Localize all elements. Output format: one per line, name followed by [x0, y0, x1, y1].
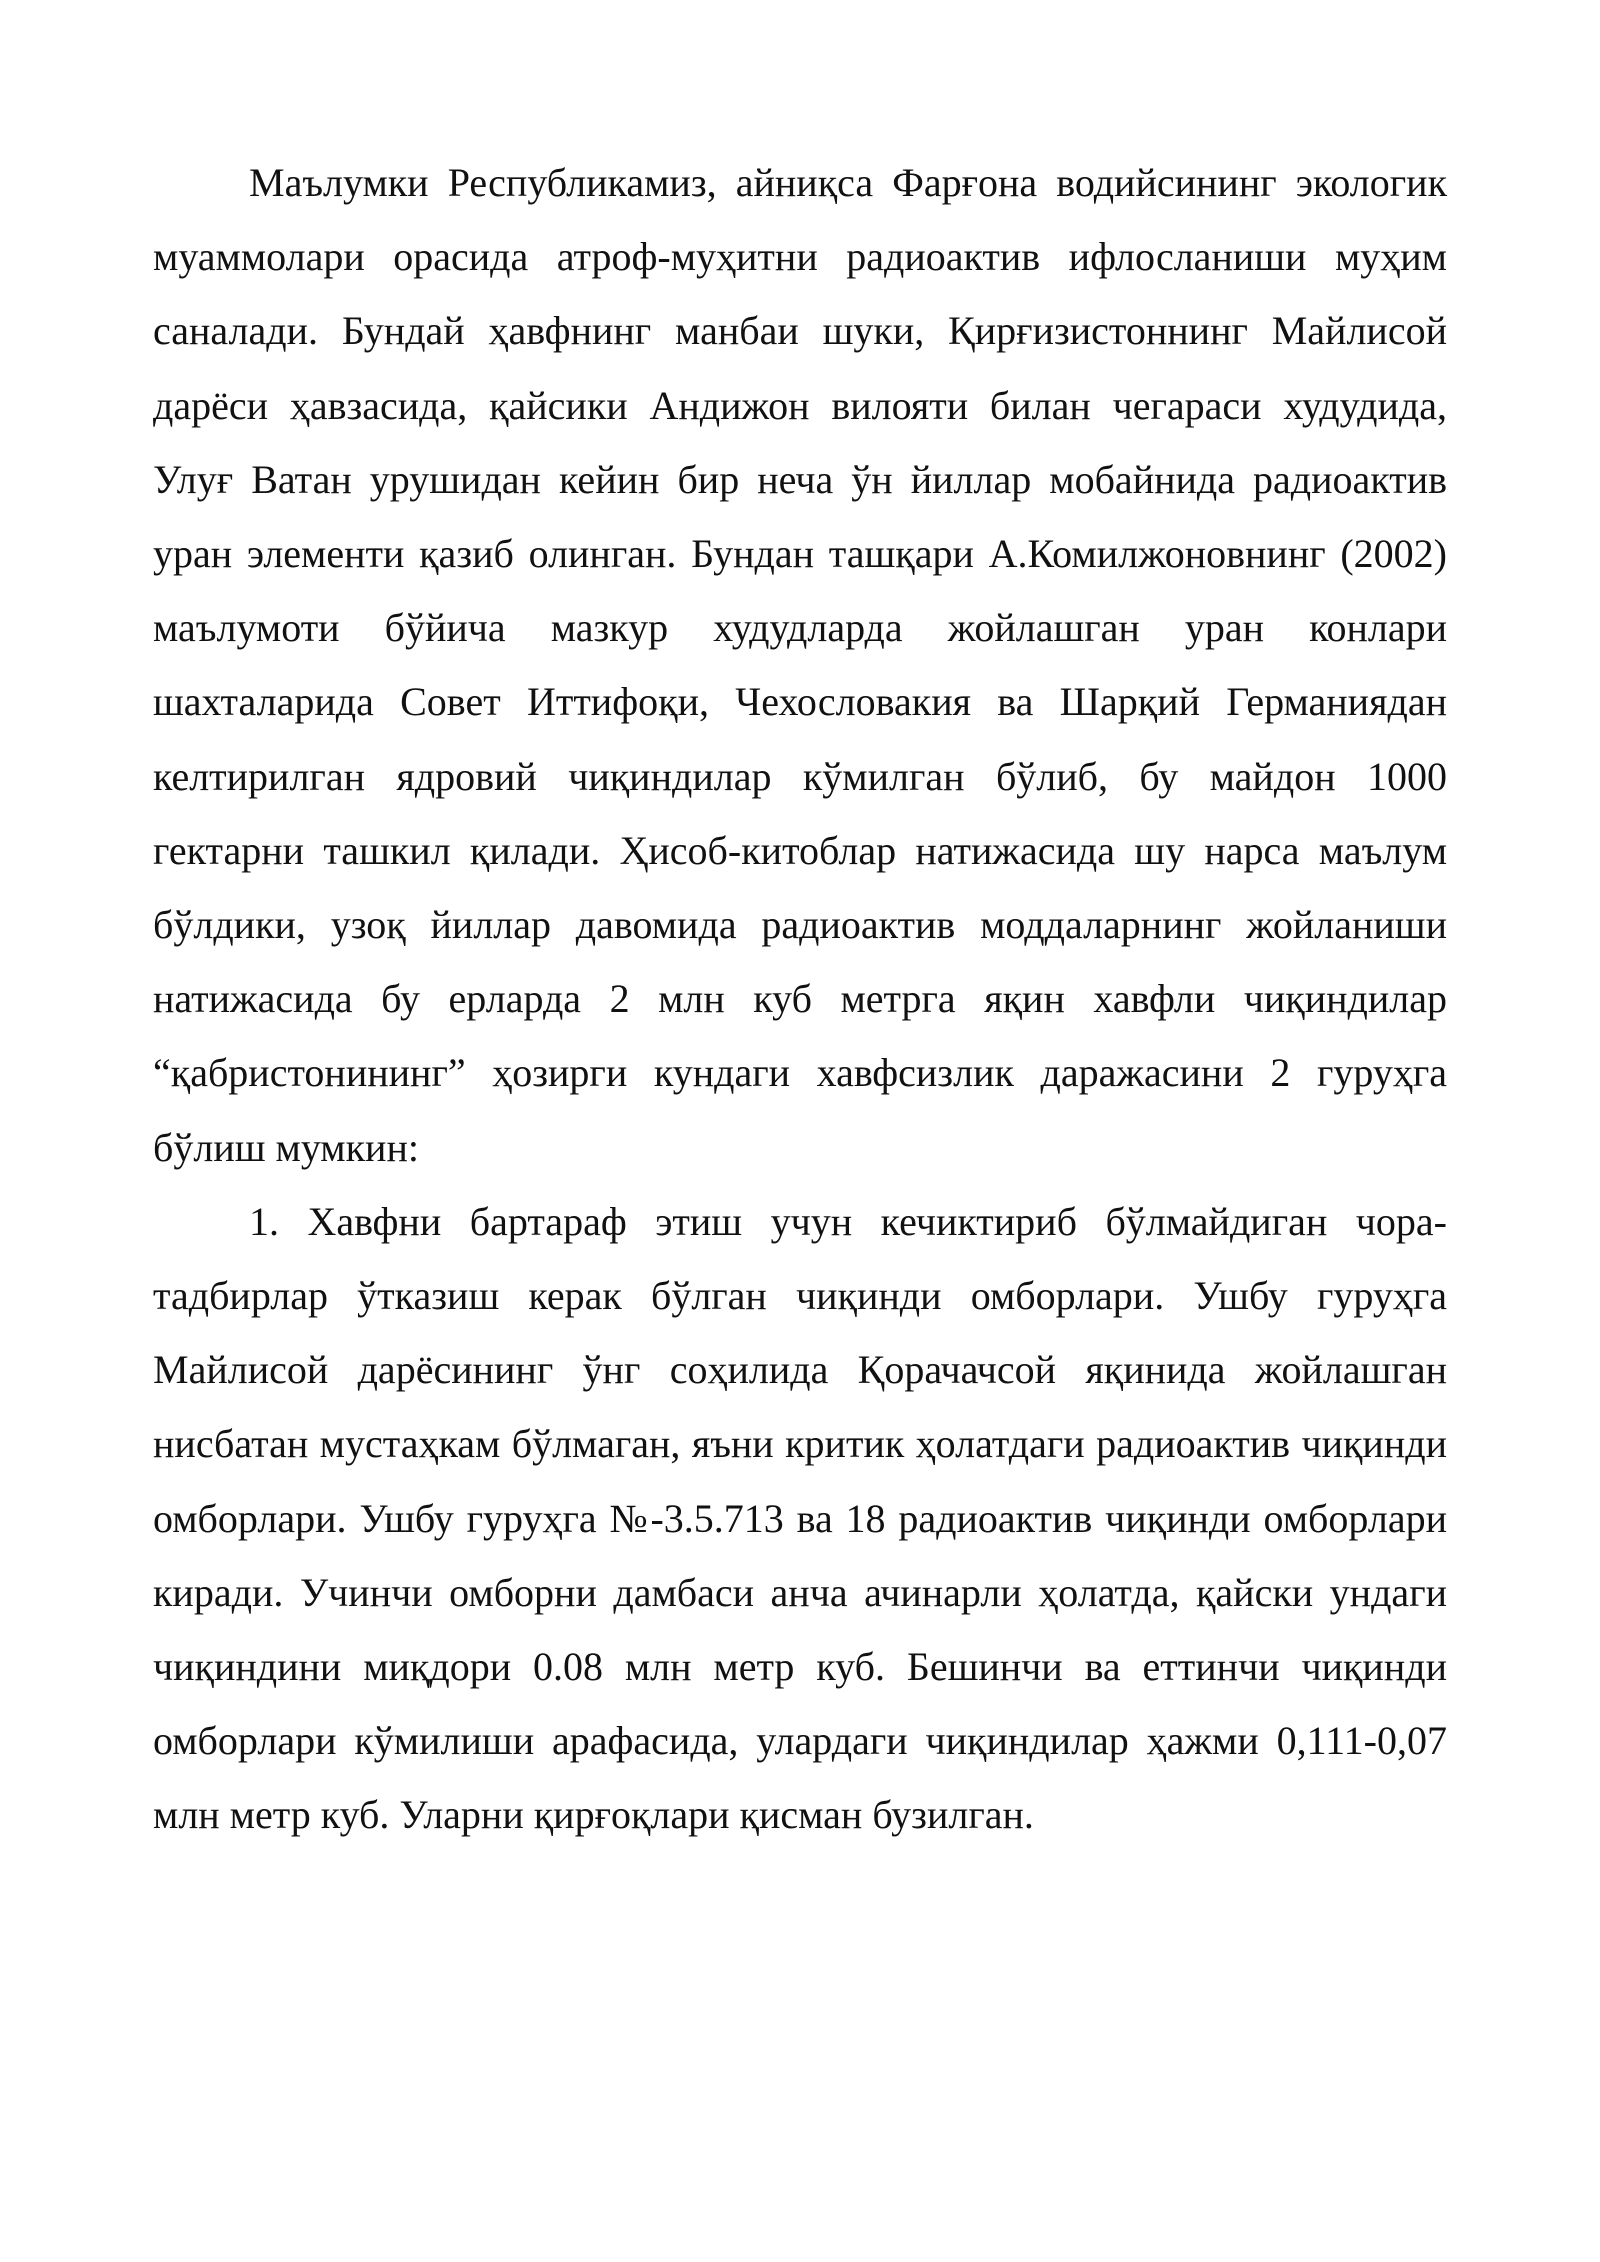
paragraph-list-item-1: 1. Хавфни бартараф этиш учун кечиктириб бўлмайдиган чора-тадбирлар ўтказиш керак бўлган чиқинди омборлари. Ушбу гуруҳга Майлисой дарёсининг ўнг соҳилида Қорачачсой яқинида жойлашган нисбатан мустаҳкам бўлмаган, яъни критик ҳолатдаги радиоактив чиқинди омборлари. Ушбу гуруҳга №-3.5.713 ва 18 радиоактив чиқинди омборлари киради. Учинчи омборни дамбаси анча ачинарли ҳолатда, қайски ундаги чиқиндини миқдори 0.08 млн метр куб. Бешинчи ва еттинчи чиқинди омборлари кўмилиши арафасида, улардаги чиқиндилар ҳажми 0,111-0,07 млн метр куб. Уларни қирғоқлари қисман бузилган. [153, 1198, 1447, 1838]
document-body [153, 146, 1447, 1853]
paragraph-intro: Маълумки Республикамиз, айниқса Фарғона водийсининг экологик муаммолари орасида атроф-муҳитни радиоактив ифлосланиши муҳим саналади. Бундай ҳавфнинг манбаи шуки, Қирғизистоннинг Майлисой дарёси ҳавзасида, қайсики Андижон вилояти билан чегараси худудида, Улуғ Ватан урушидан кейин бир неча ўн йиллар мобайнида радиоактив уран элементи қазиб олинган. Бундан ташқари А.Комилжоновнинг (2002) маълумоти бўйича мазкур худудларда жойлашган уран конлари шахталарида Совет Иттифоқи, Чехословакия ва Шарқий Германиядан келтирилган ядровий чиқиндилар кўмилган бўлиб, бу майдон 1000 гектарни ташкил қилади. Ҳисоб-китоблар натижасида шу нарса маълум бўлдики, узоқ йиллар давомида радиоактив моддаларнинг жойланиши натижасида бу ерларда 2 млн куб метрга яқин хавфли чиқиндилар “қабристонининг” ҳозирги кундаги хавфсизлик даражасини 2 гуруҳга бўлиш мумкин: [153, 160, 1447, 1170]
